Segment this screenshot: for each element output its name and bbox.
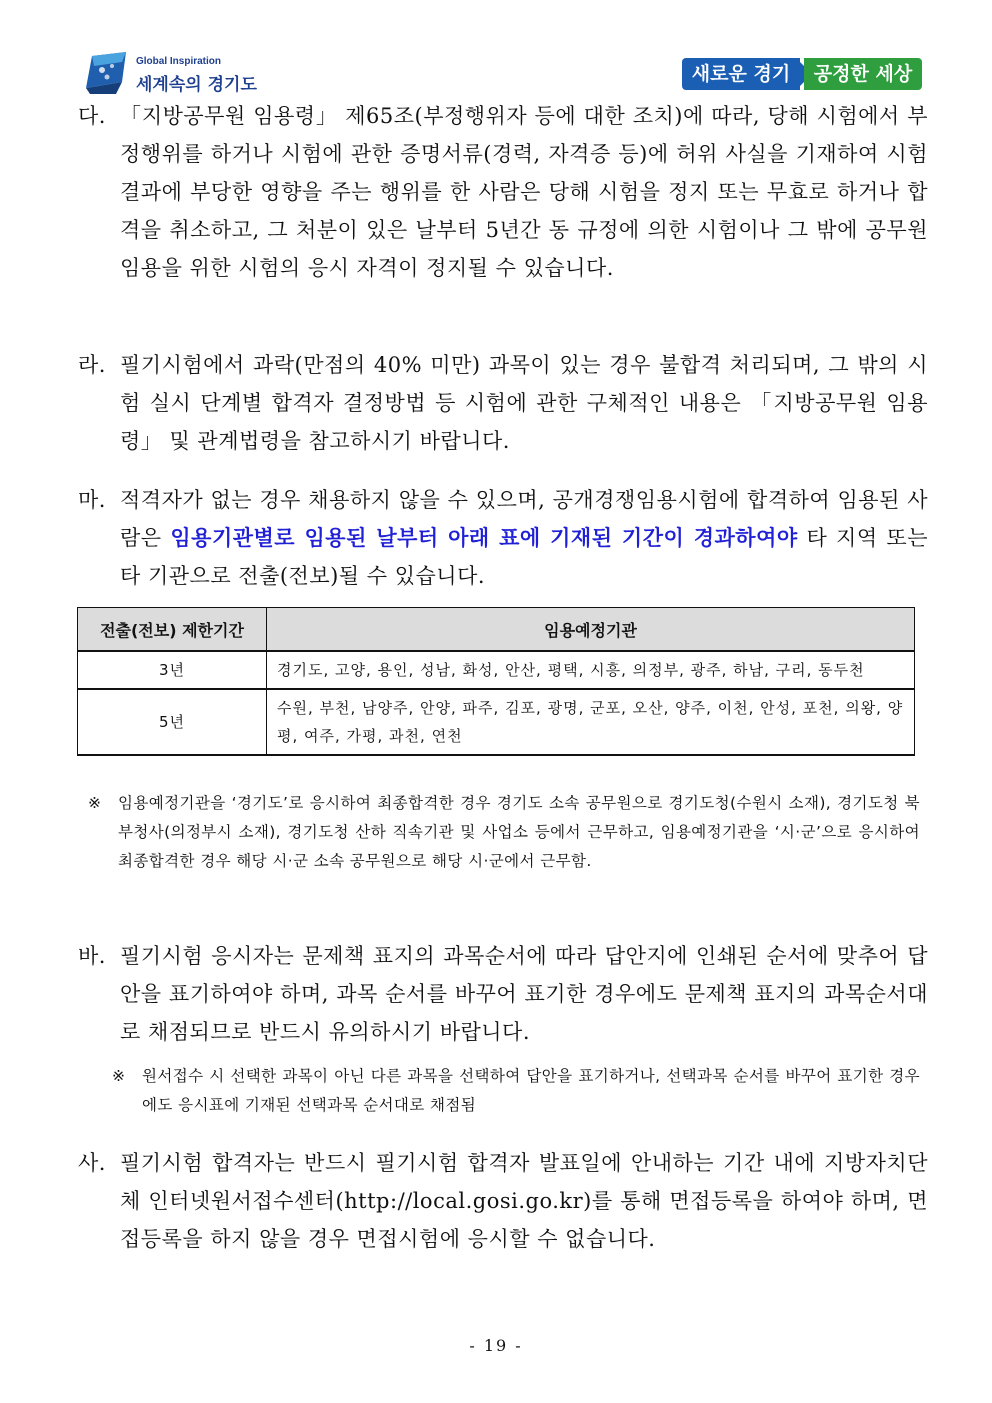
text-segment: 적격자가 없는 경우 채용하지 않을 수 있으며, 공개경쟁임용시험에 합격하여 임용된 사람은 xyxy=(120,488,928,550)
table-note xyxy=(88,789,920,876)
note-text: 임용예정기관을 ‘경기도’로 응시하여 최종합격한 경우 경기도 소속 공무원으로 경기도청(수원시 소재), 경기도청 북부청사(의정부시 소재), 경기도청 산하 직속기관 및 사업소 등에서 근무하고, 임용예정기관을 ‘시·군’으로 응시하여 최종합격한 경우 해당 시·군 소속 공무원으로 해당 시·군에서 근무함. xyxy=(118,794,920,870)
highlighted-text: 임용기관별로 임용된 날부터 아래 표에 기재된 기간이 경과하여야 xyxy=(170,525,798,550)
paragraph-marker: 다. xyxy=(78,104,106,128)
paragraph-text xyxy=(120,481,928,595)
table-row xyxy=(78,651,915,689)
note-marker: ※ xyxy=(88,794,102,812)
paragraph-ma xyxy=(78,481,928,595)
table-header-period: 전출(전보) 제한기간 xyxy=(78,608,267,652)
agency-cell: 경기도, 고양, 용인, 성남, 화성, 안산, 평택, 시흥, 의정부, 광주, 하남, 구리, 동두천 xyxy=(267,651,915,689)
gyeonggi-emblem-icon xyxy=(82,50,130,96)
ba-note xyxy=(112,1062,920,1120)
gyeonggi-logo xyxy=(82,50,262,98)
transfer-restriction-table xyxy=(77,607,915,756)
paragraph-text: 필기시험 합격자는 반드시 필기시험 합격자 발표일에 안내하는 기간 내에 지방자치단체 인터넷원서접수센터(http://local.gosi.go.kr)를 통해 면접등록을 하여야 하며, 면접등록을 하지 않을 경우 면접시험에 응시할 수 없습니다. xyxy=(120,1151,928,1251)
paragraph-marker: 마. xyxy=(78,488,106,512)
paragraph-marker: 바. xyxy=(78,944,106,968)
logo-english-text: Global Inspiration xyxy=(136,56,222,67)
period-cell: 5년 xyxy=(78,689,267,755)
paragraph-da xyxy=(78,97,928,287)
paragraph-text: 필기시험에서 과락(만점의 40% 미만) 과목이 있는 경우 불합격 처리되며, 그 밖의 시험 실시 단계별 합격자 결정방법 등 시험에 관한 구체적인 내용은 「지방공무원 임용령」 및 관계법령을 참고하시기 바랍니다. xyxy=(120,353,928,453)
page-header xyxy=(0,0,992,100)
logo-korean-text: 세계속의 경기도 xyxy=(136,75,257,95)
paragraph-marker: 라. xyxy=(78,353,106,377)
paragraph-text: 필기시험 응시자는 문제책 표지의 과목순서에 따라 답안지에 인쇄된 순서에 맞추어 답안을 표기하여야 하며, 과목 순서를 바꾸어 표기한 경우에도 문제책 표지의 과목순서대로 채점되므로 반드시 유의하시기 바랍니다. xyxy=(120,944,928,1044)
paragraph-ra xyxy=(78,346,928,460)
paragraph-text: 「지방공무원 임용령」 제65조(부정행위자 등에 대한 조치)에 따라, 당해 시험에서 부정행위를 하거나 시험에 관한 증명서류(경력, 자격증 등)에 허위 사실을 기재하여 시험결과에 부당한 영향을 주는 행위를 한 사람은 당해 시험을 정지 또는 무효로 하거나 합격을 취소하고, 그 처분이 있은 날부터 5년간 동 규정에 의한 시험이나 그 밖에 공무원 임용을 위한 시험의 응시 자격이 정지될 수 있습니다. xyxy=(120,104,928,280)
paragraph-sa xyxy=(78,1144,928,1258)
note-marker: ※ xyxy=(112,1067,126,1085)
agency-cell: 수원, 부천, 남양주, 안양, 파주, 김포, 광명, 군포, 오산, 양주, 이천, 안성, 포천, 의왕, 양평, 여주, 가평, 과천, 연천 xyxy=(267,689,915,755)
note-text: 원서접수 시 선택한 과목이 아닌 다른 과목을 선택하여 답안을 표기하거나, 선택과목 순서를 바꾸어 표기한 경우에도 응시표에 기재된 선택과목 순서대로 채점됨 xyxy=(142,1067,920,1114)
slogan-right: 공정한 세상 xyxy=(804,58,922,90)
slogan-banner xyxy=(682,58,924,92)
table-header-agency: 임용예정기관 xyxy=(267,608,915,652)
paragraph-ba xyxy=(78,937,928,1051)
period-cell: 3년 xyxy=(78,651,267,689)
table-row xyxy=(78,689,915,755)
slogan-left: 새로운 경기 xyxy=(682,58,800,90)
page-number: - 19 - xyxy=(469,1336,523,1355)
paragraph-marker: 사. xyxy=(78,1151,106,1175)
text-segment: 타 지역 또는 타 기관으로 전출(전보)될 수 있습니다. xyxy=(120,526,928,588)
